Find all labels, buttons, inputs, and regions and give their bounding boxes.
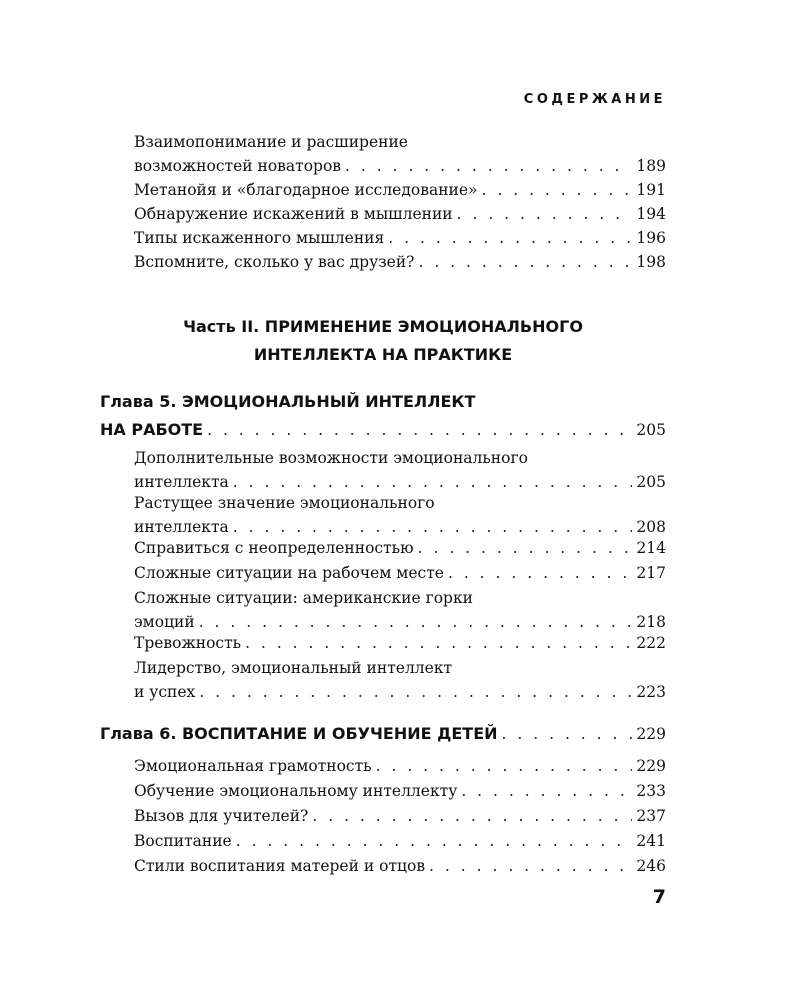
toc-entry-text: Вызов для учителей? xyxy=(134,807,309,825)
toc-page-number: 208 xyxy=(636,518,666,536)
toc-entry-text: и успех xyxy=(134,683,196,701)
toc-entry xyxy=(134,250,666,274)
dot-leader xyxy=(461,779,632,803)
chapter-title: Глава 5. ЭМОЦИОНАЛЬНЫЙ ИНТЕЛЛЕКТ xyxy=(100,392,476,411)
part-title-line: ИНТЕЛЛЕКТА НА ПРАКТИКЕ xyxy=(253,345,513,364)
toc-entry xyxy=(134,202,666,226)
toc-entry xyxy=(134,178,666,202)
toc-entry xyxy=(134,586,666,634)
toc-page-number: 233 xyxy=(636,782,666,800)
toc-entry-text: интеллекта xyxy=(134,473,229,491)
toc-entry xyxy=(134,491,666,539)
toc-entry-text: возможностей новаторов xyxy=(134,157,342,175)
toc-entry-text: Вспомните, сколько у вас друзей? xyxy=(134,253,415,271)
dot-leader xyxy=(245,631,632,655)
toc-page-number: 196 xyxy=(636,229,666,247)
toc-entry xyxy=(134,829,666,853)
toc-page-number: 214 xyxy=(636,539,666,557)
toc-entry-text: Растущее значение эмоционального xyxy=(134,494,435,512)
toc-page-number: 229 xyxy=(636,757,666,775)
toc-entry xyxy=(134,656,666,704)
part-title xyxy=(100,313,666,369)
dot-leader xyxy=(482,178,633,202)
toc-entry-text: Лидерство, эмоциональный интеллект xyxy=(134,659,453,677)
dot-leader xyxy=(376,754,633,778)
toc-page-number: 241 xyxy=(636,832,666,850)
toc-entry xyxy=(134,536,666,560)
toc-page-number: 189 xyxy=(636,157,666,175)
toc-page-number: 205 xyxy=(636,473,666,491)
dot-leader xyxy=(388,226,632,250)
toc-page-number: 223 xyxy=(636,683,666,701)
toc-entry xyxy=(134,779,666,803)
toc-entry xyxy=(134,804,666,828)
toc-page-number: 205 xyxy=(636,421,666,439)
toc-entry-text: Сложные ситуации: американские горки xyxy=(134,589,473,607)
dot-leader xyxy=(457,202,633,226)
running-header: СОДЕРЖАНИЕ xyxy=(523,92,666,107)
toc-page-number: 217 xyxy=(636,564,666,582)
toc-page-number: 222 xyxy=(636,634,666,652)
toc-entry xyxy=(134,446,666,494)
toc-entry-text: интеллекта xyxy=(134,518,229,536)
dot-leader xyxy=(236,829,633,853)
toc-entry xyxy=(134,754,666,778)
chapter-title: Глава 6. ВОСПИТАНИЕ И ОБУЧЕНИЕ ДЕТЕЙ xyxy=(100,724,498,743)
dot-leader xyxy=(418,536,633,560)
toc-entry-text: Обнаружение искажений в мышлении xyxy=(134,205,453,223)
toc-page-number: 218 xyxy=(636,613,666,631)
toc-page-number: 198 xyxy=(636,253,666,271)
toc-page-number: 191 xyxy=(636,181,666,199)
dot-leader xyxy=(429,854,632,878)
dot-leader xyxy=(345,154,632,178)
toc-entry-text: Метанойя и «благодарное исследование» xyxy=(134,181,478,199)
toc-entry xyxy=(134,130,666,178)
toc-entry xyxy=(134,561,666,585)
toc-entry xyxy=(134,854,666,878)
toc-entry-text: эмоций xyxy=(134,613,195,631)
toc-page-number: 194 xyxy=(636,205,666,223)
toc-entry-text: Тревожность xyxy=(134,634,242,652)
toc-entry-text: Взаимопонимание и расширение xyxy=(134,133,408,151)
toc-entry xyxy=(134,631,666,655)
toc-page-number: 229 xyxy=(636,725,666,743)
page-number: 7 xyxy=(652,886,666,908)
toc-entry xyxy=(134,226,666,250)
toc-entry-text: Воспитание xyxy=(134,832,232,850)
dot-leader xyxy=(502,720,633,748)
dot-leader xyxy=(199,680,632,704)
toc-entry-text: Стили воспитания матерей и отцов xyxy=(134,857,426,875)
chapter-title: НА РАБОТЕ xyxy=(100,420,204,439)
dot-leader xyxy=(312,804,632,828)
toc-page-number: 246 xyxy=(636,857,666,875)
dot-leader xyxy=(418,250,632,274)
toc-entry-text: Дополнительные возможности эмоционального xyxy=(134,449,528,467)
toc-entry-text: Сложные ситуации на рабочем месте xyxy=(134,564,444,582)
toc-page-number: 237 xyxy=(636,807,666,825)
toc-entry-text: Эмоциональная грамотность xyxy=(134,757,372,775)
toc-entry-text: Справиться с неопределенностью xyxy=(134,539,414,557)
chapter-heading xyxy=(100,388,666,444)
toc-entry-text: Обучение эмоциональному интеллекту xyxy=(134,782,458,800)
dot-leader xyxy=(207,416,632,444)
dot-leader xyxy=(448,561,632,585)
toc-entry-text: Типы искаженного мышления xyxy=(134,229,385,247)
chapter-heading xyxy=(100,720,666,748)
part-title-line: Часть II. ПРИМЕНЕНИЕ ЭМОЦИОНАЛЬНОГО xyxy=(183,317,583,336)
